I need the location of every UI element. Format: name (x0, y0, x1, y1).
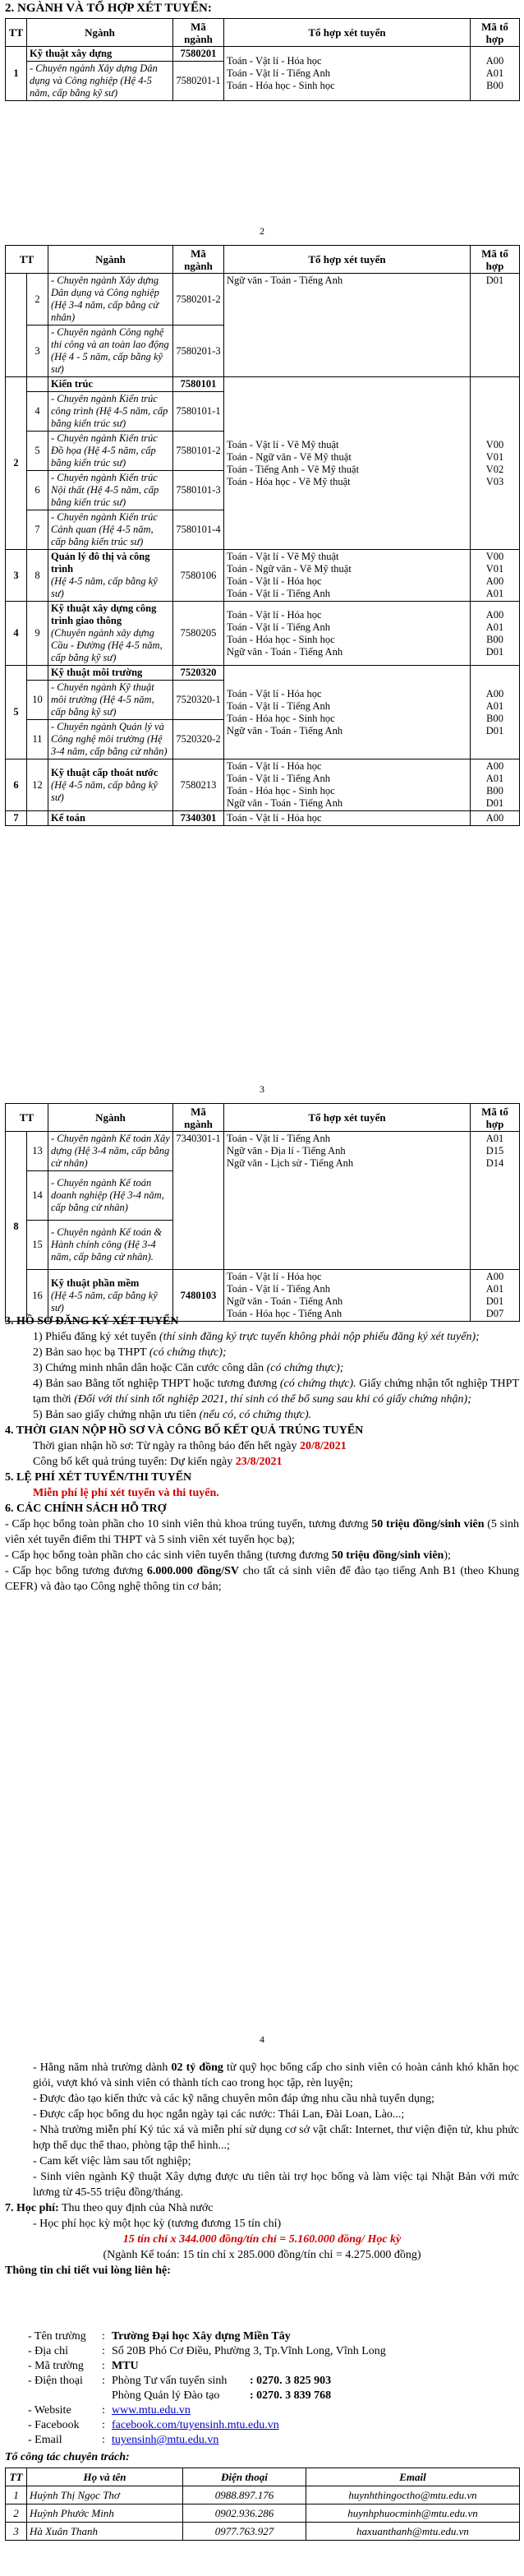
fee-free-line: Miễn phí lệ phí xét tuyển và thi tuyển. (33, 1487, 219, 1499)
combos-cell: Toán - Vật lí - Vẽ Mỹ thuật Toán - Ngữ văn - Vẽ Mỹ thuật Toán - Tiếng Anh - Vẽ Mỹ thuật Toán - Hóa học - Vẽ Mỹ thuật (224, 377, 471, 550)
col-ma-to-hop: Mã tổ hợp (471, 19, 520, 47)
row-n: 2 (27, 274, 48, 325)
row-tt: 3 (6, 550, 27, 602)
sub-major-code: 7580101-1 (173, 392, 224, 432)
website-link[interactable]: www.mtu.edu.vn (112, 2404, 191, 2417)
facebook-link[interactable]: facebook.com/tuyensinh.mtu.edu.vn (112, 2419, 279, 2431)
table-row (6, 666, 520, 681)
row-n: 9 (27, 602, 48, 666)
doc-item-3: 3) Chứng minh nhân dân hoặc Căn cước công dân (có chứng thực); (33, 1362, 344, 1374)
table-header-row (6, 2468, 520, 2486)
result-line: Công bố kết quả trúng tuyển: Dự kiến ngày 23/8/2021 (33, 1456, 283, 1468)
col-tt: TT (6, 2468, 27, 2486)
contact-list (5, 2329, 519, 2448)
doc-item-5: 5) Bản sao giấy chứng nhận ưu tiên (nếu có, có chứng thực). (33, 1409, 312, 1421)
contact-row: - Tên trường : Trường Đại học Xây dựng Miền Tây (28, 2330, 291, 2343)
table-row (6, 47, 520, 62)
team-name: Huỳnh Thị Ngọc Thơ (27, 2486, 183, 2504)
major-name: Kế toán (48, 811, 173, 826)
table-row (6, 759, 520, 811)
col-to-hop: Tổ hợp xét tuyển (224, 19, 471, 47)
combo-codes-cell: A00 A01 B00 D01 (471, 759, 520, 811)
table-row (6, 602, 520, 666)
major-code: 7340301 (173, 811, 224, 826)
combos-cell: Toán - Vật lí - Hóa học Toán - Vật lí - Tiếng Anh Toán - Hóa học - Sinh học Ngữ văn - Toán - Tiếng Anh (224, 666, 471, 759)
col-tt: TT (6, 1104, 48, 1132)
tuition-accounting: (Ngành Kế toán: 15 tín chỉ x 285.000 đồng/tín chỉ = 4.275.000 đồng) (103, 2249, 421, 2261)
col-ma-nganh: Mã ngành (173, 246, 224, 274)
sub-major: - Chuyên ngành Kiến trúc Đồ họa (Hệ 4-5 năm, cấp bằng kiến trúc sư) (48, 432, 173, 471)
row-n: 15 (27, 1221, 48, 1270)
team-title: Tổ công tác chuyên trách: (5, 2451, 130, 2463)
major-cell: Kỹ thuật xây dựng công trình giao thông (Chuyên ngành xây dựng Cầu - Đường (Hệ 4-5 năm, cấp bằng kỹ sư) (48, 602, 173, 666)
row-n (27, 811, 48, 826)
combo-codes-cell: A00 A01 D01 D07 (471, 1270, 520, 1322)
team-tt: 2 (6, 2504, 27, 2523)
row-tt: 6 (6, 759, 27, 811)
contact-row: - Website : www.mtu.edu.vn (28, 2404, 191, 2417)
sub-major: - Chuyên ngành Xây dựng Dân dụng và Công nghiệp (Hệ 3-4 năm, cấp bằng cử nhân) (48, 274, 173, 325)
page-number: 3 (260, 1083, 264, 1095)
row-tt (6, 274, 27, 377)
sub-major-code: 7520320-2 (173, 720, 224, 759)
team-tt: 1 (6, 2486, 27, 2504)
table-row (6, 2486, 520, 2504)
sub-major: - Chuyên ngành Kế toán Xây dựng (Hệ 3-4 năm, cấp bằng cử nhân) (48, 1132, 173, 1171)
col-ma-nganh: Mã ngành (173, 1104, 224, 1132)
combos-cell: Toán - Vật lí - Hóa học Toán - Vật lí - Tiếng Anh Toán - Hóa học - Sinh học Ngữ văn - Toán - Tiếng Anh (224, 759, 471, 811)
col-ma-nganh: Mã ngành (173, 19, 224, 47)
row-n: 8 (27, 550, 48, 602)
policy-9: - Sinh viên ngành Kỹ thuật Xây dựng được ưu tiên tài trợ học bổng và làm việc tại Nhật Bản với mức lương từ 45-55 triệu đồng/tháng. (33, 2171, 519, 2199)
table-header-row (6, 246, 520, 274)
row-n: 3 (27, 325, 48, 377)
combo-codes-cell: V00 V01 V02 V03 (471, 377, 520, 550)
major-code: 7580101 (173, 377, 224, 392)
combo-codes-cell: A00 (471, 811, 520, 826)
section-6-title: 6. CÁC CHÍNH SÁCH HỖ TRỢ (5, 1503, 167, 1515)
col-tt: TT (6, 19, 27, 47)
major-cell: Kỹ thuật phần mềm (Hệ 4-5 năm, cấp bằng kỹ sư) (48, 1270, 173, 1322)
doc-item-4: 4) Bản sao Bằng tốt nghiệp THPT hoặc tương đương (có chứng thực). Giấy chứng nhận tốt nghiệp THPT tạm thời (Đối với thí sinh tốt nghiệp 2021, thí sinh có thể bổ sung sau khi có giấy chứng nhận); (33, 1378, 520, 1406)
sub-major: - Chuyên ngành Kỹ thuật môi trường (Hệ 4-5 năm, cấp bằng kỹ sư) (48, 681, 173, 720)
team-name: Hà Xuân Thanh (27, 2523, 183, 2541)
contact-row: Phòng Quản lý Đào tạo : 0270. 3 839 768 (112, 2389, 332, 2402)
row-n: 7 (27, 510, 48, 550)
row-n: 13 (27, 1132, 48, 1171)
table-header-row (6, 19, 520, 47)
col-ma-to-hop: Mã tổ hợp (471, 1104, 520, 1132)
section-3-title: 3. HỒ SƠ ĐĂNG KÝ XÉT TUYỂN (5, 1315, 179, 1327)
contact-row: - Email : tuyensinh@mtu.edu.vn (28, 2434, 219, 2446)
team-phone: 0902.936.286 (183, 2504, 306, 2523)
combos-cell: Ngữ văn - Toán - Tiếng Anh (224, 274, 471, 377)
table-row (6, 811, 520, 826)
major-code: 7480103 (173, 1270, 224, 1322)
table-row (6, 550, 520, 602)
col-phone: Điện thoại (183, 2468, 306, 2486)
section-5-title: 5. LỆ PHÍ XÉT TUYỂN/THI TUYỂN (5, 1471, 192, 1484)
page-number: 4 (260, 2034, 264, 2045)
sub-major: - Chuyên ngành Xây dựng Dân dụng và Công nghiệp (Hệ 4-5 năm, cấp bằng kỹ sư) (27, 62, 173, 101)
col-email: Email (306, 2468, 520, 2486)
combo-codes-cell: D01 (471, 274, 520, 377)
team-name: Huỳnh Phước Minh (27, 2504, 183, 2523)
policy-2: - Cấp học bổng toàn phần cho các sinh viên tuyển thẳng (tương đương 50 triệu đồng/sinh viên); (5, 1549, 451, 1562)
row-n: 4 (27, 392, 48, 432)
row-n: 16 (27, 1270, 48, 1322)
team-email: huynhthingoctho@mtu.edu.vn (306, 2486, 520, 2504)
section-4-title: 4. THỜI GIAN NỘP HỒ SƠ VÀ CÔNG BỐ KẾT QUẢ TRÚNG TUYỂN (5, 1424, 364, 1437)
combo-codes-cell: A01 D15 D14 (471, 1132, 520, 1270)
sub-major: - Chuyên ngành Kiến trúc Cảnh quan (Hệ 4-5 năm, cấp bằng kiến trúc sư) (48, 510, 173, 550)
major-cell: Quản lý đô thị và công trình (Hệ 4-5 năm, cấp bằng kỹ sư) (48, 550, 173, 602)
contact-row: - Facebook : facebook.com/tuyensinh.mtu.edu.vn (28, 2419, 279, 2431)
sub-major: - Chuyên ngành Kiến trúc công trình (Hệ 4-5 năm, cấp bằng kiến trúc sư) (48, 392, 173, 432)
combos-cell: Toán - Vật lí - Hóa học Toán - Vật lí - Tiếng Anh Toán - Hóa học - Sinh học Ngữ văn - Toán - Tiếng Anh (224, 602, 471, 666)
team-email: huynhphuocminh@mtu.edu.vn (306, 2504, 520, 2523)
table-row (6, 2504, 520, 2523)
section-2-title: 2. NGÀNH VÀ TỔ HỢP XÉT TUYỂN: (5, 2, 212, 15)
col-nganh: Ngành (27, 19, 173, 47)
majors-table-2 (5, 245, 520, 826)
col-nganh: Ngành (48, 246, 173, 274)
sub-major: - Chuyên ngành Kế toán doanh nghiệp (Hệ 3-4 năm, cấp bằng cử nhân) (48, 1171, 173, 1221)
sub-major-code: 7580101-2 (173, 432, 224, 471)
col-nganh: Ngành (48, 1104, 173, 1132)
combos-cell: Toán - Vật lí - Tiếng Anh Ngữ văn - Địa lí - Tiếng Anh Ngữ văn - Lịch sử - Tiếng Anh (224, 1132, 471, 1270)
combo-codes-cell: V00 V01 A00 A01 (471, 550, 520, 602)
sub-major-code: 7520320-1 (173, 681, 224, 720)
table-header-row (6, 1104, 520, 1132)
contact-row: - Địa chỉ : Số 20B Phó Cơ Điều, Phường 3, Tp.Vĩnh Long, Vĩnh Long (28, 2345, 386, 2357)
sub-major: - Chuyên ngành Kế toán & Hành chính công (Hệ 3-4 năm, cấp bằng cử nhân). (48, 1221, 173, 1270)
sub-major: - Chuyên ngành Kiến trúc Nội thất (Hệ 4-5 năm, cấp bằng kiến trúc sư) (48, 471, 173, 510)
contact-row: - Mã trường : MTU (28, 2360, 139, 2372)
row-n (27, 377, 48, 392)
doc-item-1: 1) Phiếu đăng ký xét tuyển (thí sinh đăng ký trực tuyến không phải nộp phiếu đăng ký xét tuyển); (33, 1331, 480, 1343)
major-code: 7580205 (173, 602, 224, 666)
sub-major-code: 7580201-3 (173, 325, 224, 377)
table-row (6, 1132, 520, 1171)
row-tt: 5 (6, 666, 27, 759)
major-code: 7520320 (173, 666, 224, 681)
page-number: 2 (260, 225, 264, 237)
combo-codes-cell: A00 A01 B00 D01 (471, 666, 520, 759)
policy-7: - Nhà trường miễn phí Ký túc xá và miễn phí sử dụng cơ sở vật chất: Internet, thư viện điện tử, khu phức hợp thể dục thể thao, phòng tập thể hình...; (33, 2124, 519, 2152)
doc-item-2: 2) Bản sao học bạ THPT (có chứng thực); (33, 1346, 227, 1359)
table-row (6, 377, 520, 392)
col-tt: TT (6, 246, 48, 274)
table-row (6, 2523, 520, 2541)
row-n: 14 (27, 1171, 48, 1221)
combo-codes-cell: A00 A01 B00 (471, 47, 520, 101)
policy-4: - Hằng năm nhà trường dành 02 tỷ đồng từ quỹ học bổng cấp cho sinh viên có hoàn cảnh khó khăn học giỏi, vượt khó và sinh viên có thành tích cao trong học tập, rèn luyện; (33, 2061, 520, 2089)
row-tt: 7 (6, 811, 27, 826)
tuition-line: - Học phí học kỳ một học kỳ (tương đương 15 tín chỉ) (33, 2218, 282, 2230)
major-name: Kỹ thuật môi trường (48, 666, 173, 681)
sub-major-code: 7340301-1 (173, 1132, 224, 1270)
contact-row: - Điện thoại : Phòng Tư vấn tuyển sinh : 0270. 3 825 903 (28, 2375, 332, 2387)
team-email: haxuanthanh@mtu.edu.vn (306, 2523, 520, 2541)
policy-5: - Được đào tạo kiến thức và các kỹ năng chuyên môn đáp ứng nhu cầu nhà tuyển dụng; (33, 2093, 434, 2105)
col-ma-to-hop: Mã tổ hợp (471, 246, 520, 274)
combos-cell: Toán - Vật lí - Vẽ Mỹ thuật Toán - Ngữ văn - Vẽ Mỹ thuật Toán - Vật lí - Hóa học Toán - Vật lí - Tiếng Anh (224, 550, 471, 602)
policy-1: - Cấp học bổng toàn phần cho 10 sinh viên thủ khoa trúng tuyển, tương đương 50 triệu đồng/sinh viên (5 sinh viên xét tuyển điểm thi THPT và 5 sinh viên xét tuyển học bạ); (5, 1518, 520, 1546)
row-tt: 1 (6, 47, 27, 101)
row-n (27, 666, 48, 681)
major-code: 7580213 (173, 759, 224, 811)
combos-cell: Toán - Vật lí - Hóa học Toán - Vật lí - Tiếng Anh Ngữ văn - Toán - Tiếng Anh Toán - Hóa học - Tiếng Anh (224, 1270, 471, 1322)
row-tt: 2 (6, 377, 27, 550)
major-name: Kỹ thuật xây dựng (27, 47, 173, 62)
sub-major: - Chuyên ngành Công nghệ thi công và an toàn lao động (Hệ 4 - 5 năm, cấp bằng kỹ sư) (48, 325, 173, 377)
team-phone: 0977.763.927 (183, 2523, 306, 2541)
major-code: 7580106 (173, 550, 224, 602)
combo-codes-cell: A00 A01 B00 D01 (471, 602, 520, 666)
row-n: 5 (27, 432, 48, 471)
contact-title: Thông tin chi tiết vui lòng liên hệ: (5, 2264, 171, 2277)
deadline-line: Thời gian nhận hồ sơ: Từ ngày ra thông báo đến hết ngày 20/8/2021 (33, 1440, 347, 1452)
table-row (6, 274, 520, 325)
section-3 (5, 1313, 519, 1595)
col-to-hop: Tổ hợp xét tuyển (224, 1104, 471, 1132)
sub-major-code: 7580201-2 (173, 274, 224, 325)
row-n: 10 (27, 681, 48, 720)
row-tt: 4 (6, 602, 27, 666)
tuition-formula: 15 tín chỉ x 344.000 đồng/tín chỉ = 5.160.000 đồng/ Học kỳ (122, 2233, 402, 2246)
policy-8: - Cam kết việc làm sau tốt nghiệp; (33, 2155, 191, 2167)
row-n: 11 (27, 720, 48, 759)
majors-table-3 (5, 1103, 520, 1322)
sub-major-code: 7580101-3 (173, 471, 224, 510)
policy-6: - Được cấp học bổng du học ngắn ngày tại các nước: Thái Lan, Đài Loan, Lào...; (33, 2108, 405, 2121)
row-tt: 8 (6, 1132, 27, 1322)
team-tt: 3 (6, 2523, 27, 2541)
sub-major-code: 7580201-1 (173, 62, 224, 101)
majors-table-1 (5, 18, 520, 101)
email-link[interactable]: tuyensinh@mtu.edu.vn (112, 2434, 219, 2446)
col-name: Họ và tên (27, 2468, 183, 2486)
team-table (5, 2468, 520, 2541)
page-4-body (5, 2060, 519, 2278)
row-n: 12 (27, 759, 48, 811)
col-to-hop: Tổ hợp xét tuyển (224, 246, 471, 274)
team-phone: 0988.897.176 (183, 2486, 306, 2504)
section-7: 7. Học phí: Thu theo quy định của Nhà nước (5, 2202, 214, 2214)
major-name: Kiến trúc (48, 377, 173, 392)
sub-major-code: 7580101-4 (173, 510, 224, 550)
combos-cell: Toán - Vật lí - Hóa học Toán - Vật lí - Tiếng Anh Toán - Hóa học - Sinh học (224, 47, 471, 101)
combos-cell: Toán - Vật lí - Hóa học (224, 811, 471, 826)
policy-3: - Cấp học bổng tương đương 6.000.000 đồng/SV cho tất cả sinh viên để đào tạo tiếng Anh B1 (theo Khung CEFR) và đào tạo Công nghệ thông tin cơ bản; (5, 1565, 519, 1593)
row-n: 6 (27, 471, 48, 510)
major-code: 7580201 (173, 47, 224, 62)
major-cell: Kỹ thuật cấp thoát nước (Hệ 4-5 năm, cấp bằng kỹ sư) (48, 759, 173, 811)
sub-major: - Chuyên ngành Quản lý và Công nghệ môi trường (Hệ 3-4 năm, cấp bằng cử nhân) (48, 720, 173, 759)
